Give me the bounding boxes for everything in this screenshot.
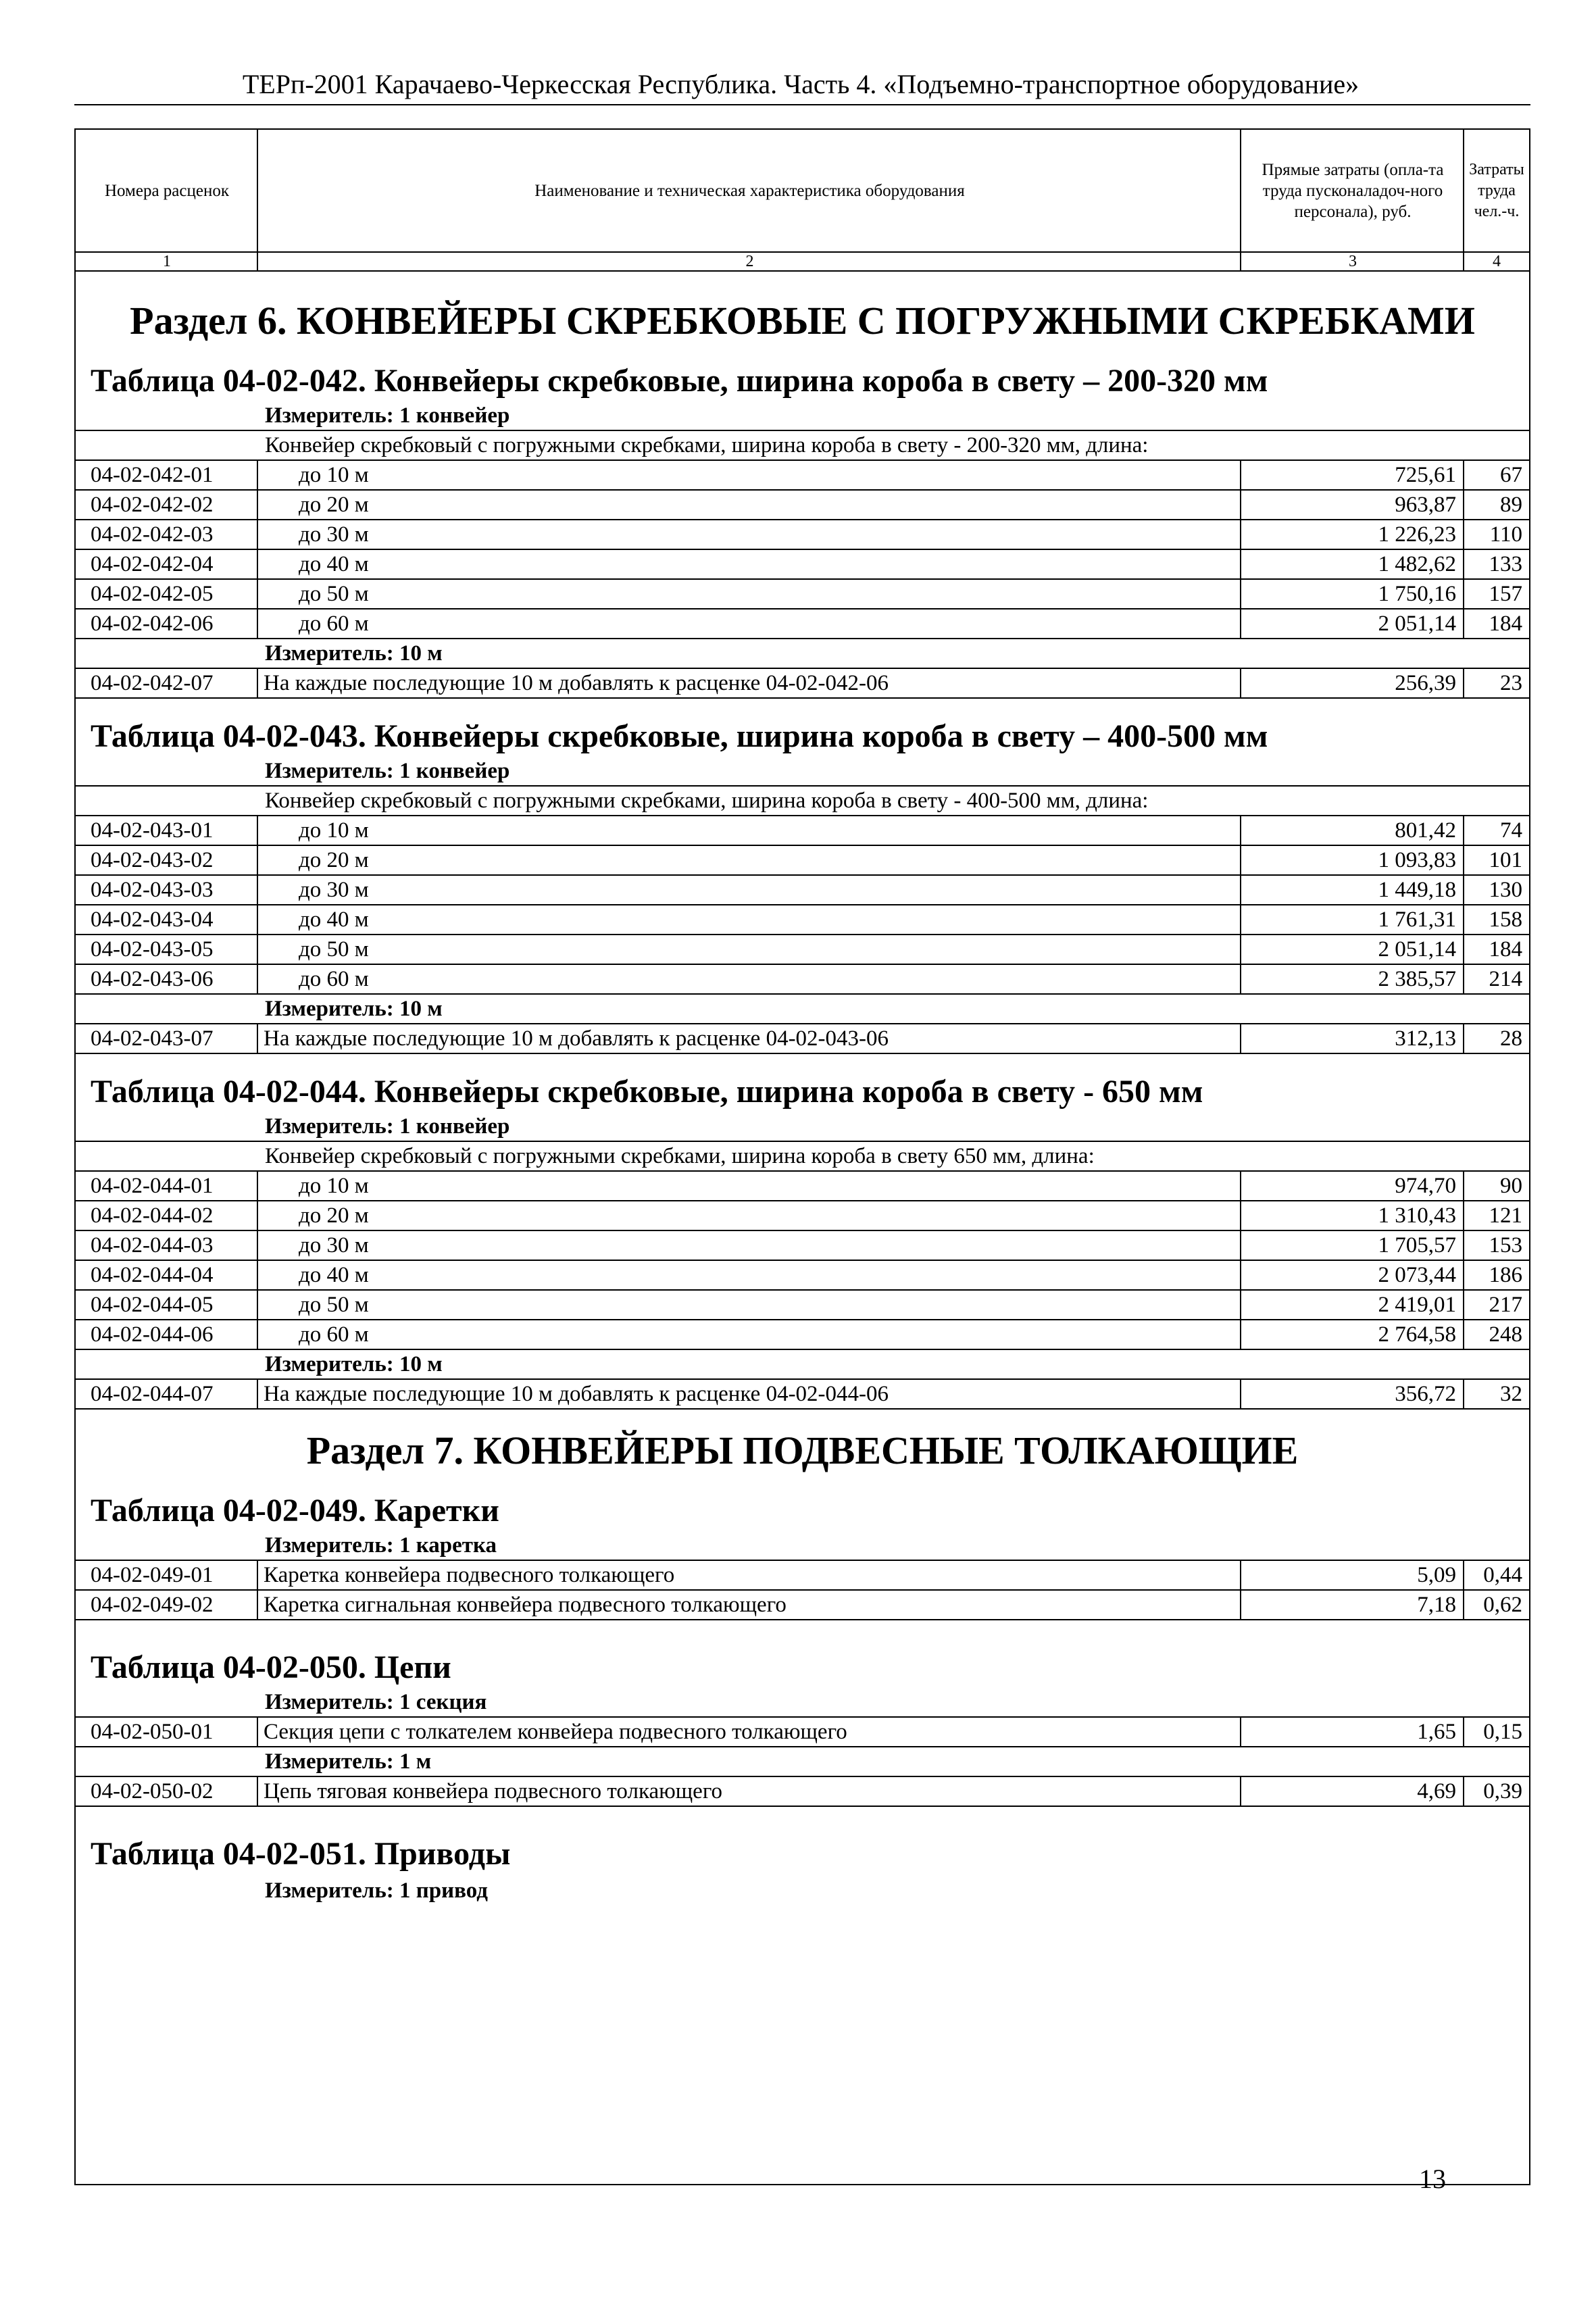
section-title: Раздел 7. КОНВЕЙЕРЫ ПОДВЕСНЫЕ ТОЛКАЮЩИЕ: [306, 1428, 1299, 1472]
table-row: 04-02-044-07 На каждые последующие 10 м добавлять к расценке 04-02-044-06 356,72 32: [76, 1380, 1529, 1410]
table-row: 04-02-043-06 до 60 м 2 385,57 214: [76, 965, 1529, 995]
column-number-3: 3: [1349, 253, 1357, 270]
table-unit: Измеритель: 1 м: [76, 1747, 1529, 1777]
table-unit: Измеритель: 1 привод: [265, 1878, 488, 1903]
content: [76, 272, 1529, 1904]
column-divider: [257, 130, 258, 270]
table-unit: Измеритель: 1 секция: [76, 1688, 1529, 1718]
table-04-02-044: [76, 1072, 1529, 1410]
table-title: Таблица 04-02-042. Конвейеры скребковые, ширина короба в свету – 200-320 мм: [91, 363, 1268, 399]
table-unit: Измеритель: 1 конвейер: [76, 1112, 1529, 1142]
table-title: Таблица 04-02-043. Конвейеры скребковые, ширина короба в свету – 400-500 мм: [91, 718, 1268, 754]
table-description: Конвейер скребковый с погружными скребками, ширина короба в свету - 400-500 мм, длина:: [76, 787, 1529, 816]
table-row: 04-02-044-02 до 20 м 1 310,43 121: [76, 1201, 1529, 1231]
table-title: Таблица 04-02-044. Конвейеры скребковые, ширина короба в свету - 650 мм: [91, 1074, 1203, 1110]
table-title: Таблица 04-02-051. Приводы: [91, 1836, 511, 1872]
table-row: 04-02-043-05 до 50 м 2 051,14 184: [76, 935, 1529, 965]
table-unit: Измеритель: 1 конвейер: [76, 401, 1529, 431]
table-row: 04-02-050-02 Цепь тяговая конвейера подвесного толкающего 4,69 0,39: [76, 1777, 1529, 1807]
column-number-1: 1: [163, 253, 171, 270]
table-unit: Измеритель: 1 каретка: [76, 1531, 1529, 1561]
header-rule: [74, 104, 1530, 105]
table-row: 04-02-043-07 На каждые последующие 10 м добавлять к расценке 04-02-043-06 312,13 28: [76, 1024, 1529, 1054]
table-row: 04-02-049-01 Каретка конвейера подвесного толкающего 5,09 0,44: [76, 1561, 1529, 1591]
table-row: 04-02-050-01 Секция цепи с толкателем конвейера подвесного толкающего 1,65 0,15: [76, 1718, 1529, 1747]
column-title-name: Наименование и техническая характеристика оборудования: [534, 181, 965, 200]
table-row: 04-02-044-03 до 30 м 1 705,57 153: [76, 1231, 1529, 1261]
table-row: 04-02-044-05 до 50 м 2 419,01 217: [76, 1291, 1529, 1320]
table-row: 04-02-044-04 до 40 м 2 073,44 186: [76, 1261, 1529, 1291]
table-row: 04-02-049-02 Каретка сигнальная конвейера подвесного толкающего 7,18 0,62: [76, 1591, 1529, 1620]
table-unit: Измеритель: 10 м: [76, 1350, 1529, 1380]
table-04-02-042: [76, 361, 1529, 699]
table-row: 04-02-044-01 до 10 м 974,70 90: [76, 1172, 1529, 1201]
table-04-02-049: [76, 1491, 1529, 1620]
table-04-02-050: [76, 1647, 1529, 1807]
column-divider: [1240, 130, 1241, 270]
table-unit: Измеритель: 10 м: [76, 995, 1529, 1024]
table-row: 04-02-043-01 до 10 м 801,42 74: [76, 816, 1529, 846]
table-row: 04-02-042-01 до 10 м 725,61 67: [76, 461, 1529, 491]
column-title-labor: Затраты труда чел.-ч.: [1469, 160, 1524, 220]
column-number-4: 4: [1493, 253, 1501, 270]
column-divider: [1463, 130, 1464, 270]
table-row: 04-02-042-02 до 20 м 963,87 89: [76, 491, 1529, 520]
table-title: Таблица 04-02-049. Каретки: [91, 1493, 499, 1528]
table-description: Конвейер скребковый с погружными скребками, ширина короба в свету 650 мм, длина:: [76, 1142, 1529, 1172]
table-row: 04-02-043-04 до 40 м 1 761,31 158: [76, 905, 1529, 935]
table-title: Таблица 04-02-050. Цепи: [91, 1649, 451, 1685]
column-number-2: 2: [745, 253, 754, 270]
table-04-02-051: [76, 1834, 1529, 1904]
table-row: 04-02-042-03 до 30 м 1 226,23 110: [76, 520, 1529, 550]
table-row: 04-02-042-04 до 40 м 1 482,62 133: [76, 550, 1529, 580]
table-row: 04-02-042-07 На каждые последующие 10 м добавлять к расценке 04-02-042-06 256,39 23: [76, 669, 1529, 699]
document-frame: [74, 128, 1530, 2185]
table-description: Конвейер скребковый с погружными скребками, ширина короба в свету - 200-320 мм, длина:: [76, 431, 1529, 461]
table-unit: Измеритель: 10 м: [76, 639, 1529, 669]
column-header: [76, 130, 1529, 272]
table-04-02-043: [76, 716, 1529, 1054]
table-row: 04-02-042-06 до 60 м 2 051,14 184: [76, 609, 1529, 639]
table-row: 04-02-043-03 до 30 м 1 449,18 130: [76, 876, 1529, 905]
page-number: 13: [1419, 2164, 1446, 2194]
column-title-codes: Номера расценок: [104, 181, 230, 200]
section-title: Раздел 6. КОНВЕЙЕРЫ СКРЕБКОВЫЕ С ПОГРУЖНЫМИ СКРЕБКАМИ: [130, 299, 1475, 343]
page-header-title: ТЕРп-2001 Карачаево-Черкесская Республика. Часть 4. «Подъемно-транспортное оборудование»: [242, 69, 1360, 99]
table-unit: Измеритель: 1 конвейер: [76, 757, 1529, 787]
column-title-cost: Прямые затраты (опла-та труда пусконаладоч-ного персонала), руб.: [1262, 160, 1444, 221]
table-row: 04-02-044-06 до 60 м 2 764,58 248: [76, 1320, 1529, 1350]
header-divider: [76, 251, 1529, 253]
table-row: 04-02-043-02 до 20 м 1 093,83 101: [76, 846, 1529, 876]
table-row: 04-02-042-05 до 50 м 1 750,16 157: [76, 580, 1529, 609]
